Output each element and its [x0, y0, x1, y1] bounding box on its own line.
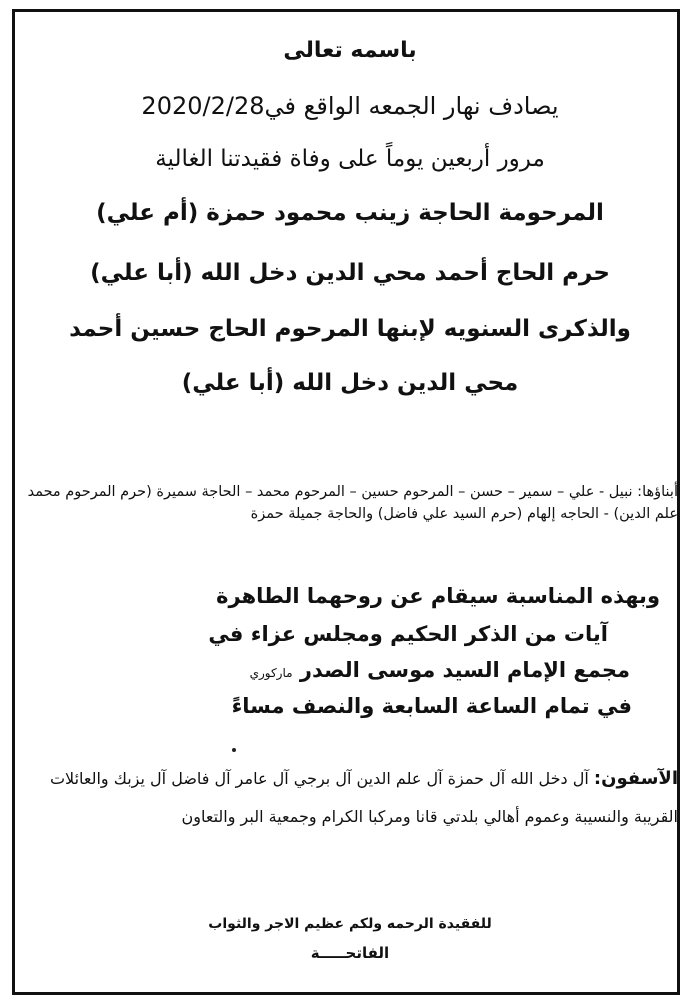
- date-line: يصادف نهار الجمعه الواقع في2020/2/28: [141, 92, 559, 120]
- fatiha-line: الفاتحـــــة: [310, 944, 390, 962]
- event-line-4: في تمام الساعة السابعة والنصف مساءً: [231, 694, 632, 718]
- spouse-line: حرم الحاج أحمد محي الدين دخل الله (أبا علي): [90, 260, 610, 286]
- event-line-3: [250, 658, 630, 682]
- venue-note: ماركوري: [249, 666, 293, 680]
- deceased-name-line: المرحومة الحاجة زينب محمود حمزة (أم علي): [96, 200, 604, 226]
- children-paragraph: أبناؤها: نبيل - علي – سمير – حسن – المرحوم حسين – المرحوم محمد – الحاجة سميرة (حرم المرحوم محمد علم الدين) - الحاجه إلهام (حرم السيد علي فاضل) والحاجة جميلة حمزة: [27, 484, 678, 522]
- mourners-text: آل دخل الله آل حمزة آل علم الدين آل برجي آل عامر آل فاضل آل يزبك والعائلات القريبة والنسيبة وعموم أهالي بلدتي قانا ومركبا الكرام وجمعية البر والتعاون: [49, 769, 678, 826]
- event-line-2: آيات من الذكر الحكيم ومجلس عزاء في: [208, 622, 608, 646]
- mourners-paragraph: [24, 760, 678, 836]
- anniversary-line: والذكرى السنويه لإبنها المرحوم الحاج حسين أحمد: [69, 316, 631, 342]
- closing-line: للفقيدة الرحمه ولكم عظيم الاجر والثواب: [208, 916, 492, 932]
- header-title: باسمه تعالى: [283, 38, 417, 63]
- son-name-line: محي الدين دخل الله (أبا علي): [181, 370, 519, 396]
- speck-mark: [232, 748, 236, 752]
- mourners-label: الآسفون:: [593, 768, 678, 789]
- forty-days-line: مرور أربعين يوماً على وفاة فقيدتنا الغالية: [155, 146, 545, 172]
- venue-name: مجمع الإمام السيد موسى الصدر: [299, 658, 630, 682]
- event-line-1: وبهذه المناسبة سيقام عن روحهما الطاهرة: [216, 584, 660, 608]
